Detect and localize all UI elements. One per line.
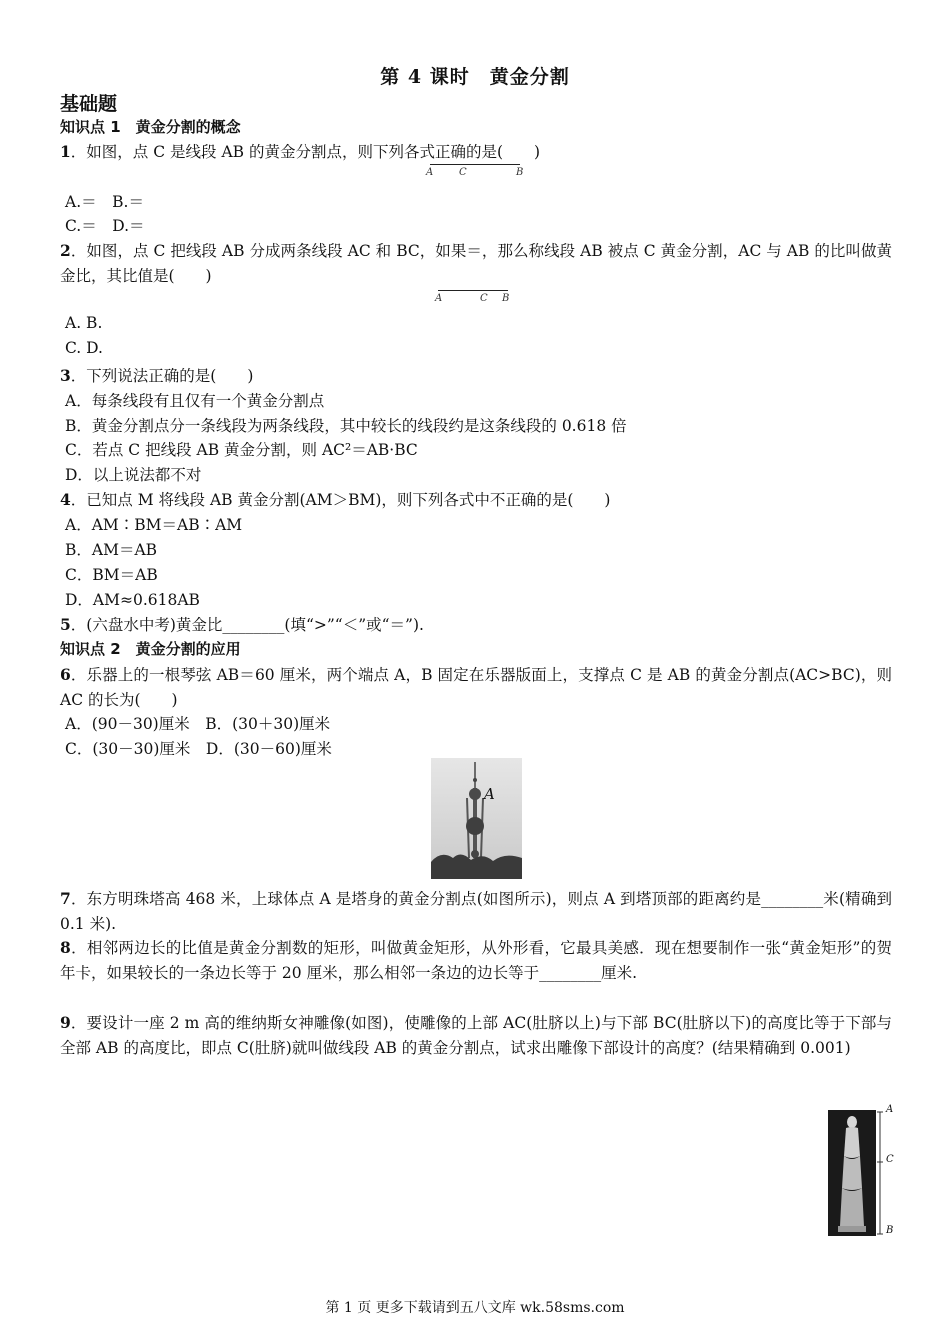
answer-option: A．AM∶BM＝AB∶AM: [65, 516, 243, 534]
statue-illustration: [828, 1108, 898, 1238]
question-5: [60, 613, 424, 635]
question-text: ．如图，点 C 把线段 AB 分成两条线段 AC 和 BC，如果＝，那么称线段 AB 被点 C 黄金分割，AC 与 AB 的比叫做黄金比，其比值是( ): [60, 242, 892, 285]
question-text: ．如图，点 C 是线段 AB 的黄金分割点，则下列各式正确的是( ): [70, 143, 541, 161]
statue-point-label: C: [886, 1154, 894, 1165]
segment-line: [438, 290, 508, 291]
knowledge-point-1: 知识点 1 黄金分割的概念: [60, 118, 241, 136]
question-number: 5: [60, 615, 71, 634]
question-number: 9: [60, 1013, 71, 1032]
question-number: 3: [60, 366, 71, 385]
knowledge-point-2: 知识点 2 黄金分割的应用: [60, 640, 241, 658]
question-text: ．相邻两边长的比值是黄金分割数的矩形，叫做黄金矩形，从外形看，它最具美感．现在想要制作一张“黄金矩形”的贺年卡，如果较长的一条边长等于 20 厘米，那么相邻一条边的边长等于________厘米.: [60, 939, 892, 982]
segment-figure-2: [436, 290, 514, 308]
question-text: ．(六盘水中考)黄金比________(填“>”“＜”或“＝”).: [70, 616, 424, 634]
answer-option: B．黄金分割点分一条线段为两条线段，其中较长的线段约是这条线段的 0.618 倍: [65, 417, 627, 435]
answer-option: D．AM≈0.618AB: [65, 591, 200, 609]
segment-line: [430, 164, 520, 165]
point-label: B: [516, 167, 524, 178]
question-8: [60, 935, 892, 986]
answer-options: C. D.: [65, 339, 103, 357]
answer-options: A. B.: [65, 314, 103, 332]
page-title: 第 4 课时 黄金分割: [380, 66, 570, 88]
answer-option: B．AM＝AB: [65, 541, 158, 559]
question-text: ．下列说法正确的是( ): [70, 367, 254, 385]
answer-option: C．BM＝AB: [65, 566, 158, 584]
point-label: A: [426, 167, 434, 178]
answer-option: D．以上说法都不对: [65, 466, 202, 484]
point-label: C: [459, 167, 467, 178]
question-3: [60, 364, 253, 386]
tower-point-label: A: [484, 785, 495, 803]
point-label: A: [435, 293, 443, 304]
segment-figure-1: [428, 164, 524, 182]
question-4: [60, 488, 610, 510]
question-2: [60, 238, 892, 289]
question-text: ．要设计一座 2 m 高的维纳斯女神雕像(如图)，使雕像的上部 AC(肚脐以上)与下部 BC(肚脐以下)的高度比等于下部与全部 AB 的高度比，即点 C(肚脐)就叫做线段 AB 的黄金分割点，试求出雕像下部设计的高度？(结果精确到 0.001): [60, 1014, 892, 1057]
question-number: 6: [60, 665, 71, 684]
statue-point-label: B: [886, 1225, 894, 1236]
point-label: B: [502, 293, 510, 304]
question-number: 2: [60, 241, 71, 260]
question-1: [60, 140, 540, 162]
answer-options: A.＝ B.＝: [65, 193, 144, 211]
question-text: ．东方明珠塔高 468 米，上球体点 A 是塔身的黄金分割点(如图所示)，则点 A 到塔顶部的距离约是________米(精确到 0.1 米).: [60, 890, 892, 933]
question-9: [60, 1010, 892, 1061]
question-number: 1: [60, 142, 71, 161]
question-7: [60, 886, 892, 937]
statue-point-label: A: [886, 1104, 894, 1115]
answer-options: C.＝ D.＝: [65, 217, 145, 235]
answer-option: C．若点 C 把线段 AB 黄金分割，则 AC²＝AB·BC: [65, 441, 418, 459]
tower-illustration: [431, 758, 522, 879]
point-label: C: [480, 293, 488, 304]
tower-photo: [431, 758, 522, 879]
statue-figure: [828, 1104, 898, 1238]
answer-option: A．每条线段有且仅有一个黄金分割点: [65, 392, 325, 410]
question-number: 7: [60, 889, 71, 908]
question-text: ．已知点 M 将线段 AB 黄金分割(AM＞BM)，则下列各式中不正确的是( ): [70, 491, 611, 509]
page-footer: 第 1 页 更多下载请到五八文库 wk.58sms.com: [325, 1300, 625, 1316]
answer-options: C．(30－30)厘米 D．(30－60)厘米: [65, 740, 332, 758]
question-6: [60, 662, 892, 713]
answer-options: A．(90－30)厘米 B．(30＋30)厘米: [65, 715, 331, 733]
question-text: ．乐器上的一根琴弦 AB＝60 厘米，两个端点 A，B 固定在乐器版面上，支撑点 C 是 AB 的黄金分割点(AC>BC)，则 AC 的长为( ): [60, 666, 892, 709]
section-heading: 基础题: [60, 93, 118, 115]
question-number: 4: [60, 490, 71, 509]
question-number: 8: [60, 938, 71, 957]
